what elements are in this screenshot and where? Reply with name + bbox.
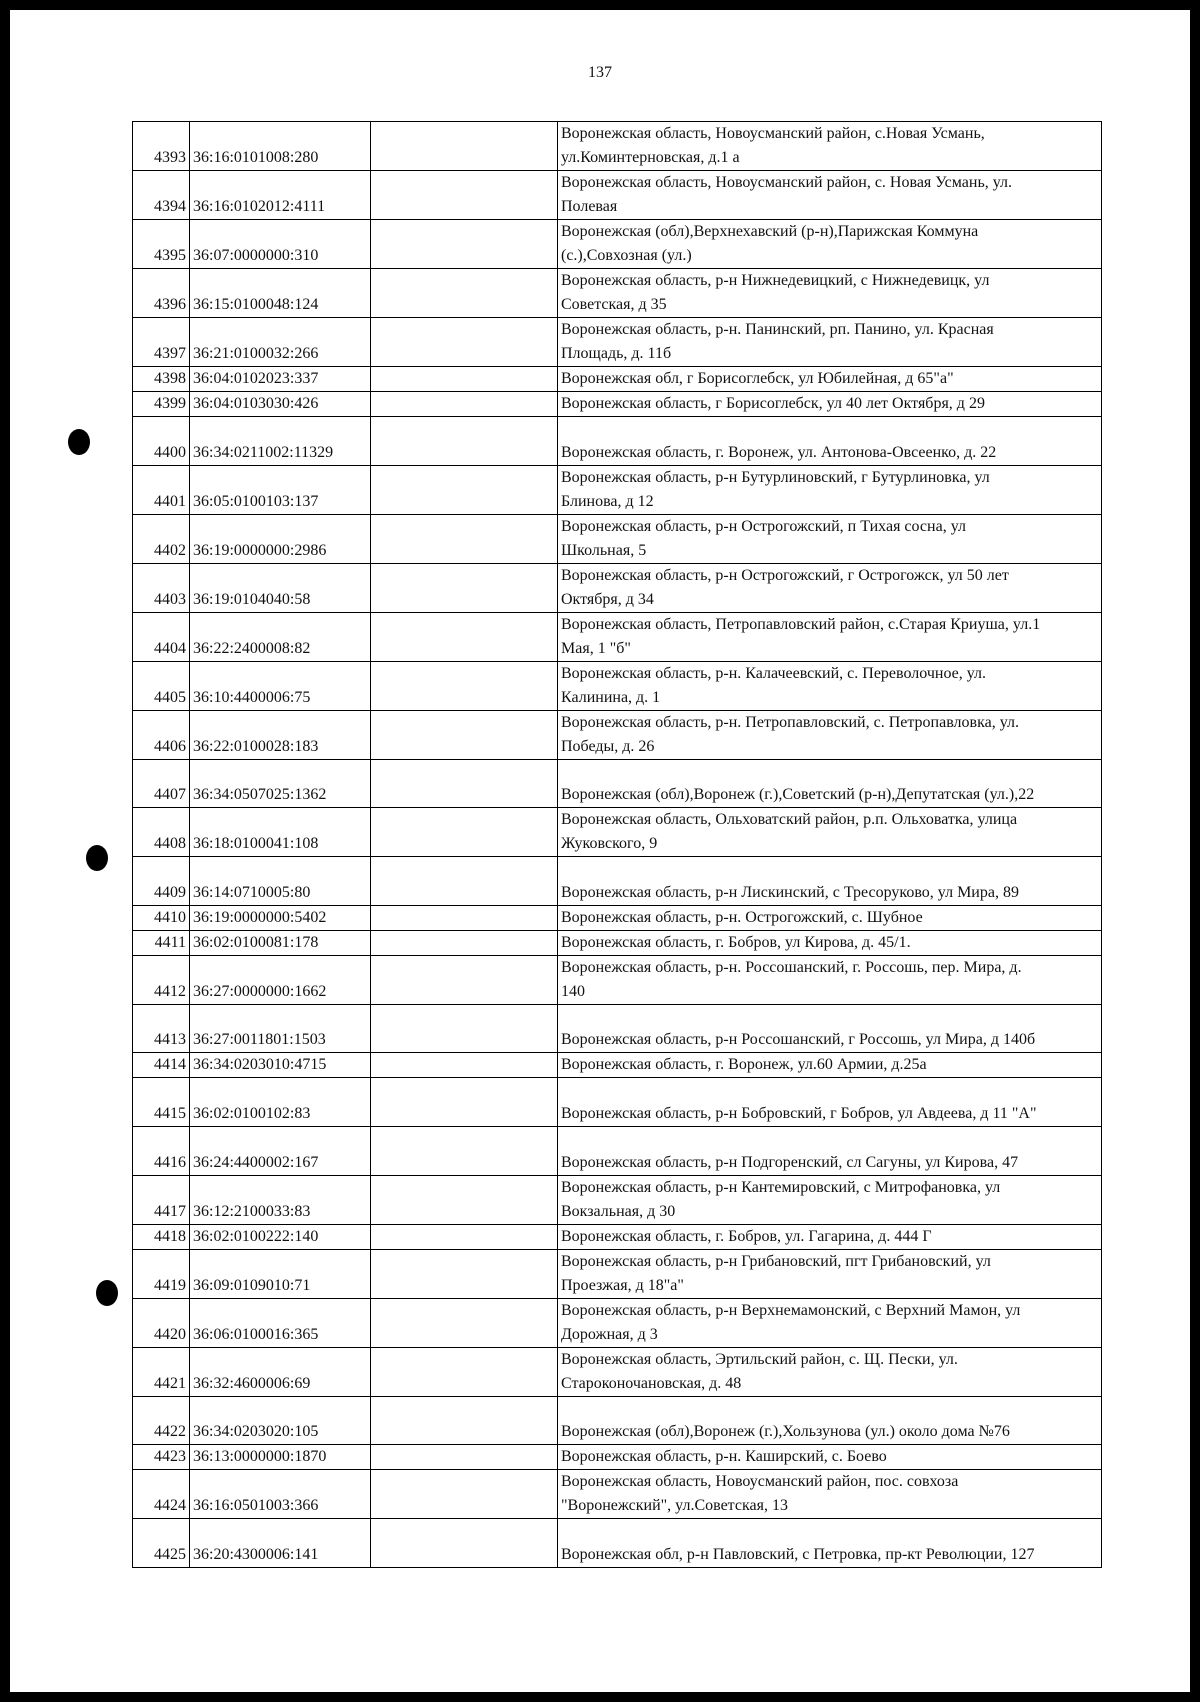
address-cell: Воронежская область, г. Бобров, ул. Гагарина, д. 444 Г (558, 1224, 1102, 1249)
row-number: 4398 (133, 367, 190, 392)
table-row (133, 857, 1102, 906)
address-cell: Воронежская область, Новоусманский район, пос. совхоза "Воронежский", ул.Советская, 13 (558, 1470, 1102, 1519)
table-row (133, 905, 1102, 930)
table-row (133, 930, 1102, 955)
cadastral-number: 36:04:0103030:426 (190, 392, 371, 417)
row-number: 4419 (133, 1249, 190, 1298)
table-row (133, 563, 1102, 612)
punch-hole-mark (86, 845, 108, 871)
row-number: 4424 (133, 1470, 190, 1519)
empty-cell (371, 465, 558, 514)
empty-cell (371, 612, 558, 661)
cadastral-number: 36:19:0000000:2986 (190, 514, 371, 563)
empty-cell (371, 269, 558, 318)
table-row (133, 1519, 1102, 1568)
row-number: 4396 (133, 269, 190, 318)
empty-cell (371, 930, 558, 955)
row-number: 4405 (133, 661, 190, 710)
address-cell: Воронежская область, г. Воронеж, ул. Антонова-Овсеенко, д. 22 (558, 417, 1102, 466)
table-row (133, 417, 1102, 466)
row-number: 4420 (133, 1298, 190, 1347)
row-number: 4395 (133, 220, 190, 269)
address-cell: Воронежская область, р-н Бутурлиновский, г Бутурлиновка, ул Блинова, д 12 (558, 465, 1102, 514)
cadastral-number: 36:16:0102012:4111 (190, 171, 371, 220)
row-number: 4410 (133, 905, 190, 930)
cadastral-number: 36:05:0100103:137 (190, 465, 371, 514)
table-row (133, 1396, 1102, 1445)
address-cell: Воронежская обл, г Борисоглебск, ул Юбилейная, д 65"а" (558, 367, 1102, 392)
empty-cell (371, 1175, 558, 1224)
empty-cell (371, 661, 558, 710)
empty-cell (371, 857, 558, 906)
empty-cell (371, 220, 558, 269)
cadastral-number: 36:13:0000000:1870 (190, 1445, 371, 1470)
table-row (133, 1126, 1102, 1175)
empty-cell (371, 1470, 558, 1519)
empty-cell (371, 1224, 558, 1249)
empty-cell (371, 759, 558, 808)
row-number: 4417 (133, 1175, 190, 1224)
page-number: 137 (588, 64, 612, 81)
address-cell: Воронежская область, р-н Лискинский, с Тресоруково, ул Мира, 89 (558, 857, 1102, 906)
empty-cell (371, 417, 558, 466)
cadastral-number: 36:18:0100041:108 (190, 808, 371, 857)
address-cell: Воронежская область, р-н. Панинский, рп. Панино, ул. Красная Площадь, д. 11б (558, 318, 1102, 367)
row-number: 4421 (133, 1347, 190, 1396)
cadastral-number: 36:15:0100048:124 (190, 269, 371, 318)
empty-cell (371, 1053, 558, 1078)
empty-cell (371, 563, 558, 612)
empty-cell (371, 710, 558, 759)
cadastral-number: 36:09:0109010:71 (190, 1249, 371, 1298)
table-row (133, 759, 1102, 808)
table-row (133, 465, 1102, 514)
row-number: 4413 (133, 1004, 190, 1053)
cadastral-table (132, 121, 1102, 1568)
row-number: 4425 (133, 1519, 190, 1568)
row-number: 4407 (133, 759, 190, 808)
table-row (133, 710, 1102, 759)
row-number: 4423 (133, 1445, 190, 1470)
empty-cell (371, 367, 558, 392)
table-row (133, 1249, 1102, 1298)
empty-cell (371, 1126, 558, 1175)
cadastral-number: 36:22:0100028:183 (190, 710, 371, 759)
cadastral-number: 36:27:0011801:1503 (190, 1004, 371, 1053)
empty-cell (371, 1396, 558, 1445)
cadastral-number: 36:04:0102023:337 (190, 367, 371, 392)
cadastral-number: 36:06:0100016:365 (190, 1298, 371, 1347)
empty-cell (371, 1249, 558, 1298)
row-number: 4394 (133, 171, 190, 220)
address-cell: Воронежская область, р-н Острогожский, г Острогожск, ул 50 лет Октября, д 34 (558, 563, 1102, 612)
cadastral-number: 36:16:0501003:366 (190, 1470, 371, 1519)
cadastral-number: 36:20:4300006:141 (190, 1519, 371, 1568)
row-number: 4403 (133, 563, 190, 612)
cadastral-number: 36:34:0203020:105 (190, 1396, 371, 1445)
empty-cell (371, 1004, 558, 1053)
cadastral-number: 36:24:4400002:167 (190, 1126, 371, 1175)
address-cell: Воронежская область, Ольховатский район, р.п. Ольховатка, улица Жуковского, 9 (558, 808, 1102, 857)
row-number: 4412 (133, 955, 190, 1004)
row-number: 4401 (133, 465, 190, 514)
table-row (133, 612, 1102, 661)
row-number: 4411 (133, 930, 190, 955)
empty-cell (371, 514, 558, 563)
table-row (133, 392, 1102, 417)
row-number: 4404 (133, 612, 190, 661)
empty-cell (371, 318, 558, 367)
cadastral-number: 36:14:0710005:80 (190, 857, 371, 906)
address-cell: Воронежская (обл),Воронеж (г.),Хользунова (ул.) около дома №76 (558, 1396, 1102, 1445)
table-row (133, 808, 1102, 857)
address-cell: Воронежская область, р-н. Калачеевский, с. Переволочное, ул. Калинина, д. 1 (558, 661, 1102, 710)
cadastral-number: 36:22:2400008:82 (190, 612, 371, 661)
table-row (133, 122, 1102, 171)
table-body (133, 122, 1102, 1568)
empty-cell (371, 171, 558, 220)
address-cell: Воронежская область, р-н. Петропавловский, с. Петропавловка, ул. Победы, д. 26 (558, 710, 1102, 759)
table-row (133, 1224, 1102, 1249)
row-number: 4406 (133, 710, 190, 759)
punch-hole-mark (68, 429, 90, 455)
address-cell: Воронежская область, р-н Россошанский, г Россошь, ул Мира, д 140б (558, 1004, 1102, 1053)
address-cell: Воронежская область, Эртильский район, с. Щ. Пески, ул. Староконочановская, д. 48 (558, 1347, 1102, 1396)
table-row (133, 1053, 1102, 1078)
cadastral-number: 36:19:0104040:58 (190, 563, 371, 612)
address-cell: Воронежская область, р-н. Острогожский, с. Шубное (558, 905, 1102, 930)
row-number: 4415 (133, 1078, 190, 1127)
cadastral-number: 36:34:0211002:11329 (190, 417, 371, 466)
table-row (133, 1470, 1102, 1519)
cadastral-number: 36:02:0100102:83 (190, 1078, 371, 1127)
cadastral-number: 36:19:0000000:5402 (190, 905, 371, 930)
cadastral-number: 36:02:0100081:178 (190, 930, 371, 955)
empty-cell (371, 392, 558, 417)
table-row (133, 269, 1102, 318)
address-cell: Воронежская область, р-н Подгоренский, сл Сагуны, ул Кирова, 47 (558, 1126, 1102, 1175)
row-number: 4400 (133, 417, 190, 466)
cadastral-number: 36:21:0100032:266 (190, 318, 371, 367)
empty-cell (371, 955, 558, 1004)
address-cell: Воронежская обл, р-н Павловский, с Петровка, пр-кт Революции, 127 (558, 1519, 1102, 1568)
table-row (133, 1004, 1102, 1053)
address-cell: Воронежская область, р-н Верхнемамонский, с Верхний Мамон, ул Дорожная, д 3 (558, 1298, 1102, 1347)
address-cell: Воронежская область, р-н Грибановский, пгт Грибановский, ул Проезжая, д 18"а" (558, 1249, 1102, 1298)
cadastral-number: 36:32:4600006:69 (190, 1347, 371, 1396)
table-row (133, 171, 1102, 220)
row-number: 4416 (133, 1126, 190, 1175)
empty-cell (371, 122, 558, 171)
row-number: 4402 (133, 514, 190, 563)
table-row (133, 514, 1102, 563)
table-row (133, 1078, 1102, 1127)
row-number: 4409 (133, 857, 190, 906)
cadastral-number: 36:07:0000000:310 (190, 220, 371, 269)
row-number: 4418 (133, 1224, 190, 1249)
address-cell: Воронежская область, г Борисоглебск, ул 40 лет Октября, д 29 (558, 392, 1102, 417)
empty-cell (371, 1078, 558, 1127)
address-cell: Воронежская область, Новоусманский район, с.Новая Усмань, ул.Коминтерновская, д.1 а (558, 122, 1102, 171)
table-row (133, 220, 1102, 269)
address-cell: Воронежская область, р-н. Каширский, с. Боево (558, 1445, 1102, 1470)
empty-cell (371, 1298, 558, 1347)
table-row (133, 661, 1102, 710)
cadastral-number: 36:10:4400006:75 (190, 661, 371, 710)
cadastral-number: 36:34:0507025:1362 (190, 759, 371, 808)
table-row (133, 318, 1102, 367)
empty-cell (371, 1347, 558, 1396)
address-cell: Воронежская область, р-н. Россошанский, г. Россошь, пер. Мира, д. 140 (558, 955, 1102, 1004)
row-number: 4397 (133, 318, 190, 367)
address-cell: Воронежская (обл),Верхнехавский (р-н),Парижская Коммуна (с.),Совхозная (ул.) (558, 220, 1102, 269)
cadastral-number: 36:34:0203010:4715 (190, 1053, 371, 1078)
punch-hole-mark (96, 1280, 118, 1306)
table-row (133, 1175, 1102, 1224)
row-number: 4422 (133, 1396, 190, 1445)
table-row (133, 1445, 1102, 1470)
cadastral-number: 36:27:0000000:1662 (190, 955, 371, 1004)
address-cell: Воронежская область, Петропавловский район, с.Старая Криуша, ул.1 Мая, 1 "б" (558, 612, 1102, 661)
address-cell: Воронежская область, р-н Острогожский, п Тихая сосна, ул Школьная, 5 (558, 514, 1102, 563)
address-cell: Воронежская область, Новоусманский район, с. Новая Усмань, ул. Полевая (558, 171, 1102, 220)
address-cell: Воронежская область, р-н Кантемировский, с Митрофановка, ул Вокзальная, д 30 (558, 1175, 1102, 1224)
address-cell: Воронежская область, р-н Бобровский, г Бобров, ул Авдеева, д 11 "А" (558, 1078, 1102, 1127)
row-number: 4393 (133, 122, 190, 171)
empty-cell (371, 808, 558, 857)
table-row (133, 955, 1102, 1004)
address-cell: Воронежская область, г. Воронеж, ул.60 Армии, д.25а (558, 1053, 1102, 1078)
address-cell: Воронежская (обл),Воронеж (г.),Советский (р-н),Депутатская (ул.),22 (558, 759, 1102, 808)
empty-cell (371, 905, 558, 930)
cadastral-number: 36:02:0100222:140 (190, 1224, 371, 1249)
row-number: 4399 (133, 392, 190, 417)
address-cell: Воронежская область, р-н Нижнедевицкий, с Нижнедевицк, ул Советская, д 35 (558, 269, 1102, 318)
cadastral-number: 36:12:2100033:83 (190, 1175, 371, 1224)
table-row (133, 367, 1102, 392)
row-number: 4414 (133, 1053, 190, 1078)
table-row (133, 1347, 1102, 1396)
table-row (133, 1298, 1102, 1347)
empty-cell (371, 1445, 558, 1470)
empty-cell (371, 1519, 558, 1568)
cadastral-number: 36:16:0101008:280 (190, 122, 371, 171)
row-number: 4408 (133, 808, 190, 857)
address-cell: Воронежская область, г. Бобров, ул Кирова, д. 45/1. (558, 930, 1102, 955)
